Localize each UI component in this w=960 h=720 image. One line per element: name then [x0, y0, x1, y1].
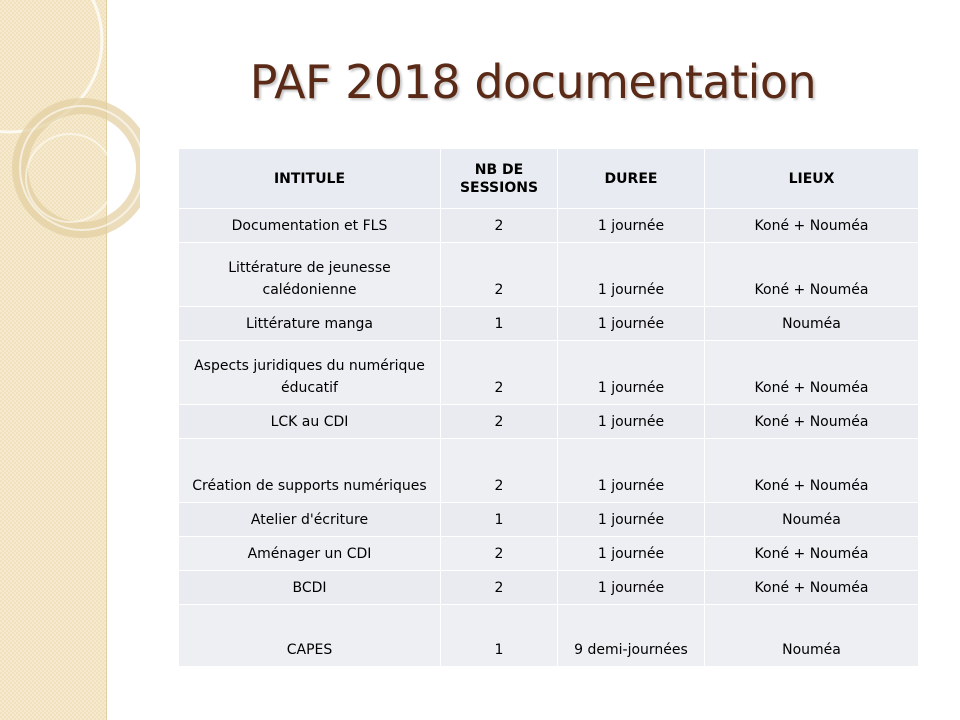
- cell-sessions: 1: [441, 307, 558, 341]
- cell-lieux: Koné + Nouméa: [705, 439, 919, 503]
- cell-duree: 1 journée: [558, 307, 705, 341]
- cell-duree: 1 journée: [558, 503, 705, 537]
- cell-intitule: Aspects juridiques du numérique éducatif: [179, 341, 441, 405]
- cell-sessions: 1: [441, 503, 558, 537]
- cell-lieux: Koné + Nouméa: [705, 209, 919, 243]
- table-row: [179, 503, 919, 537]
- cell-duree: 1 journée: [558, 537, 705, 571]
- cell-lieux: Koné + Nouméa: [705, 341, 919, 405]
- table-row: [179, 439, 919, 503]
- cell-sessions: 2: [441, 209, 558, 243]
- cell-sessions: 1: [441, 605, 558, 667]
- table-row: [179, 537, 919, 571]
- table-row: [179, 307, 919, 341]
- cell-intitule: Documentation et FLS: [179, 209, 441, 243]
- cell-intitule: Création de supports numériques: [179, 439, 441, 503]
- cell-intitule: LCK au CDI: [179, 405, 441, 439]
- table-row: [179, 341, 919, 405]
- cell-intitule: Aménager un CDI: [179, 537, 441, 571]
- cell-sessions: 2: [441, 439, 558, 503]
- cell-duree: 1 journée: [558, 209, 705, 243]
- cell-intitule: Littérature manga: [179, 307, 441, 341]
- cell-intitule: Littérature de jeunesse calédonienne: [179, 243, 441, 307]
- cell-intitule: Atelier d'écriture: [179, 503, 441, 537]
- slide-title: PAF 2018 documentation: [249, 55, 817, 109]
- cell-sessions: 2: [441, 405, 558, 439]
- cell-lieux: Koné + Nouméa: [705, 571, 919, 605]
- table-row: [179, 209, 919, 243]
- cell-duree: 1 journée: [558, 405, 705, 439]
- cell-duree: 9 demi-journées: [558, 605, 705, 667]
- cell-duree: 1 journée: [558, 341, 705, 405]
- cell-sessions: 2: [441, 571, 558, 605]
- cell-intitule: BCDI: [179, 571, 441, 605]
- cell-sessions: 2: [441, 243, 558, 307]
- cell-duree: 1 journée: [558, 571, 705, 605]
- cell-duree: 1 journée: [558, 243, 705, 307]
- cell-lieux: Nouméa: [705, 307, 919, 341]
- decorative-circles: [0, 0, 140, 260]
- cell-sessions: 2: [441, 341, 558, 405]
- training-table: [178, 148, 919, 667]
- header-nb-sessions: NB DE SESSIONS: [441, 149, 558, 209]
- cell-intitule: CAPES: [179, 605, 441, 667]
- header-intitule: INTITULE: [179, 149, 441, 209]
- cell-lieux: Nouméa: [705, 605, 919, 667]
- table-row: [179, 605, 919, 667]
- cell-lieux: Nouméa: [705, 503, 919, 537]
- table-header-row: [179, 149, 919, 209]
- header-duree: DUREE: [558, 149, 705, 209]
- cell-lieux: Koné + Nouméa: [705, 243, 919, 307]
- cell-lieux: Koné + Nouméa: [705, 405, 919, 439]
- cell-duree: 1 journée: [558, 439, 705, 503]
- cell-sessions: 2: [441, 537, 558, 571]
- table-row: [179, 571, 919, 605]
- table-row: [179, 243, 919, 307]
- cell-lieux: Koné + Nouméa: [705, 537, 919, 571]
- header-lieux: LIEUX: [705, 149, 919, 209]
- table-row: [179, 405, 919, 439]
